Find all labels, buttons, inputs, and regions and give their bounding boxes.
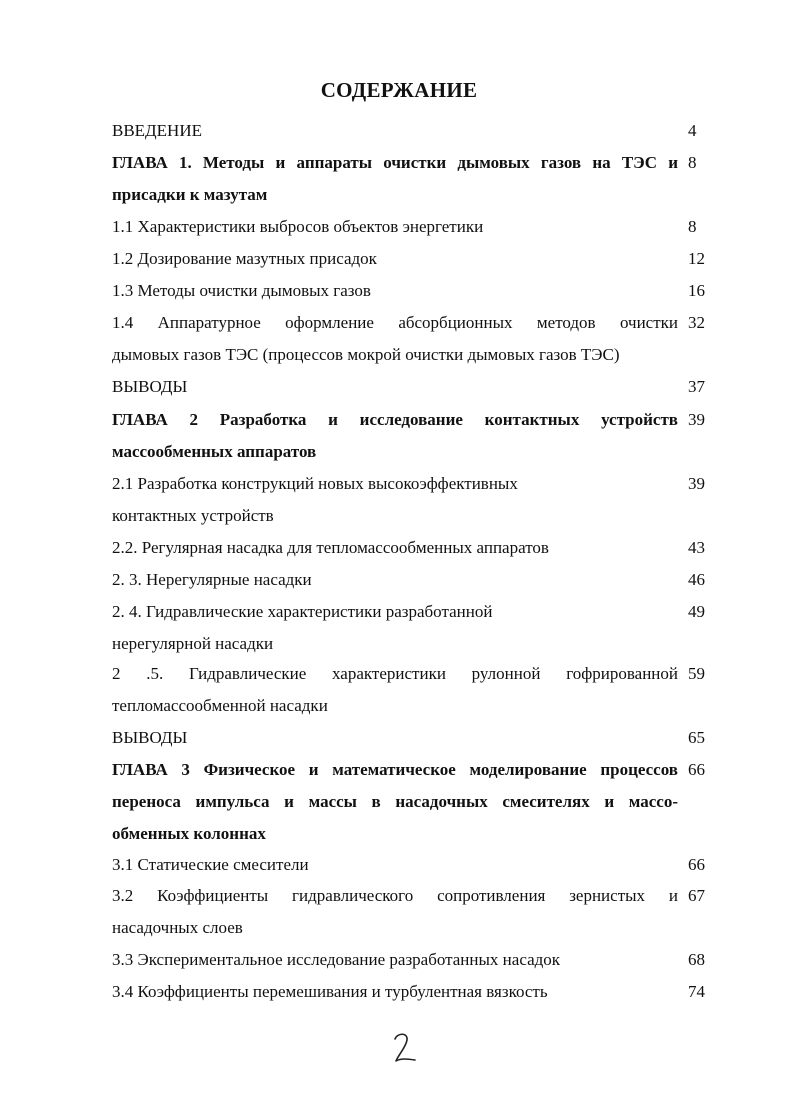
toc-page-number: 4 [688, 121, 697, 140]
toc-page-number: 8 [688, 217, 697, 236]
toc-page-number: 12 [688, 249, 705, 268]
toc-chapter-heading: ГЛАВА 2 Разработка и исследование контактных устройств [112, 410, 678, 429]
toc-chapter-heading: ГЛАВА 1. Методы и аппараты очистки дымовых газов на ТЭС и [112, 153, 678, 172]
toc-entry-text: 3.3 Экспериментальное исследование разработанных насадок [112, 950, 561, 969]
toc-page-number: 66 [688, 855, 705, 874]
toc-entry-text: нерегулярной насадки [112, 634, 274, 653]
toc-entry-text: 2.2. Регулярная насадка для тепломассообменных аппаратов [112, 538, 549, 557]
toc-page-number: 67 [688, 886, 705, 905]
toc-entry-text: тепломассообменной насадки [112, 696, 328, 715]
toc-chapter-heading: массообменных аппаратов [112, 442, 317, 461]
toc-page-number: 74 [688, 982, 705, 1001]
toc-chapter-heading: переноса импульса и массы в насадочных смесителях и массо- [112, 792, 678, 811]
toc-entry-text: дымовых газов ТЭС (процессов мокрой очистки дымовых газов ТЭС) [112, 345, 620, 364]
toc-page-number: 65 [688, 728, 705, 747]
toc-entry-text: 3.4 Коэффициенты перемешивания и турбулентная вязкость [112, 982, 548, 1001]
toc-entry-text: ВЫВОДЫ [112, 728, 188, 747]
toc-page-number: 43 [688, 538, 705, 557]
toc-page-number: 66 [688, 760, 705, 779]
page-title: СОДЕРЖАНИЕ [320, 78, 478, 102]
toc-page-number: 37 [688, 377, 705, 396]
toc-page-number: 32 [688, 313, 705, 332]
handwritten-page-number [386, 1030, 426, 1066]
toc-entry-text: 2. 4. Гидравлические характеристики разработанной [112, 602, 493, 621]
toc-entry-text: 1.2 Дозирование мазутных присадок [112, 249, 377, 268]
toc-page-number: 49 [688, 602, 705, 621]
toc-entry-text: 1.3 Методы очистки дымовых газов [112, 281, 371, 300]
toc-entry-text: 1.4 Аппаратурное оформление абсорбционных методов очистки [112, 313, 678, 332]
toc-entry-text: 1.1 Характеристики выбросов объектов энергетики [112, 217, 484, 236]
toc-page-number: 39 [688, 474, 705, 493]
toc-entry-text: 2.1 Разработка конструкций новых высокоэффективных [112, 474, 518, 493]
toc-page-number: 8 [688, 153, 697, 172]
toc-entry-text: 2. 3. Нерегулярные насадки [112, 570, 312, 589]
toc-chapter-heading: присадки к мазутам [112, 185, 268, 204]
toc-chapter-heading: обменных колоннах [112, 824, 266, 843]
toc-page-number: 59 [688, 664, 705, 683]
toc-entry-text: 3.2 Коэффициенты гидравлического сопротивления зернистых и [112, 886, 678, 905]
toc-chapter-heading: ГЛАВА 3 Физическое и математическое моделирование процессов [112, 760, 678, 779]
toc-entry-text: 3.1 Статические смесители [112, 855, 309, 874]
toc-entry-text: насадочных слоев [112, 918, 243, 937]
toc-entry-text: ВЫВОДЫ [112, 377, 188, 396]
toc-entry-text: 2 .5. Гидравлические характеристики рулонной гофрированной [112, 664, 678, 683]
toc-page-number: 68 [688, 950, 705, 969]
toc-entry-text: контактных устройств [112, 506, 274, 525]
toc-page-number: 46 [688, 570, 705, 589]
toc-page-number: 39 [688, 410, 705, 429]
toc-page-number: 16 [688, 281, 705, 300]
toc-entry-text: ВВЕДЕНИЕ [112, 121, 202, 140]
